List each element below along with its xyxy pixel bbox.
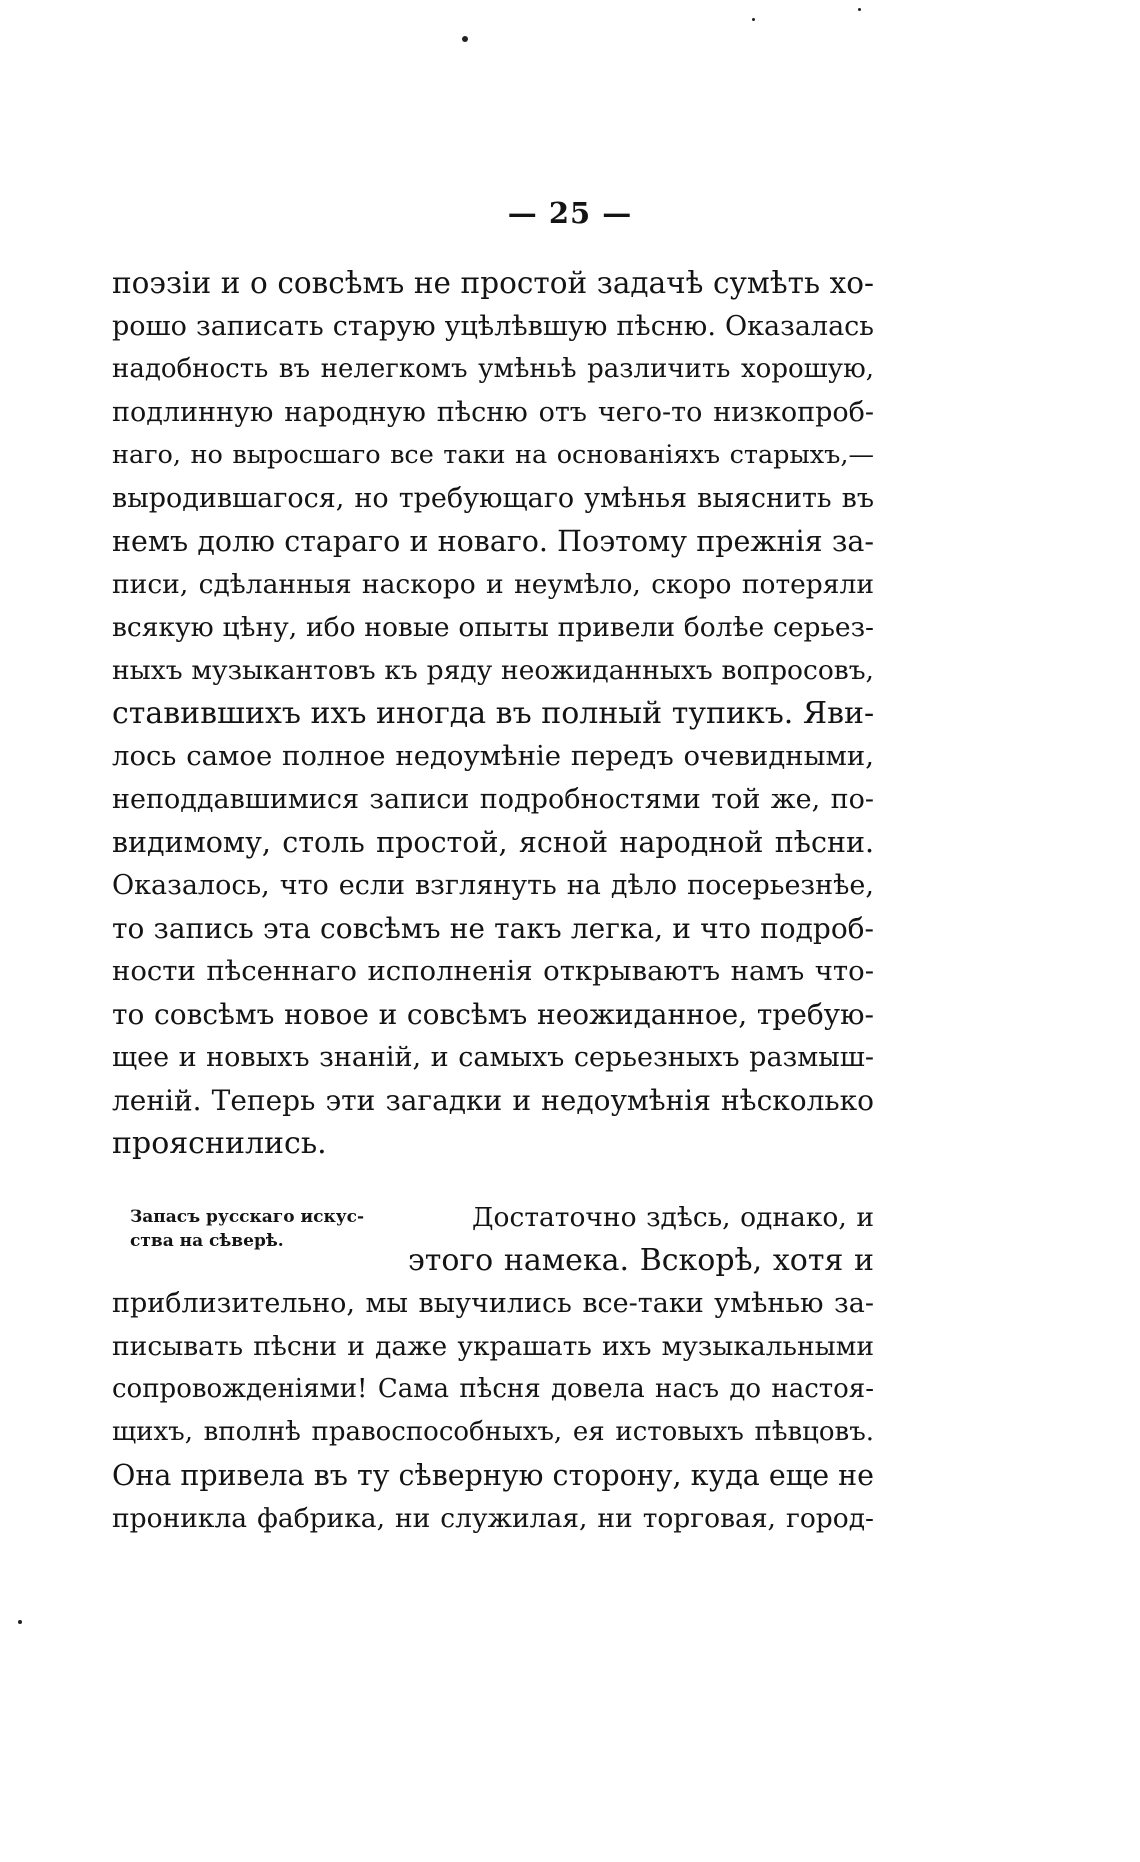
paragraph-2 — [112, 1196, 874, 1540]
text-line: всякую цѣну, ибо новые опыты привели болѣе серьез- — [112, 612, 874, 643]
text-line: проникла фабрика, ни служилая, ни торговая, город- — [112, 1503, 874, 1534]
text-line: то запись эта совсѣмъ не такъ легка, и что подроб- — [112, 912, 874, 945]
text-line: щее и новыхъ знаній, и самыхъ серьезныхъ размыш- — [112, 1042, 874, 1073]
text-line: поэзіи и о совсѣмъ не простой задачѣ сумѣть хо- — [112, 266, 874, 300]
text-line: приблизительно, мы выучились все-таки умѣнью за- — [112, 1288, 874, 1319]
text-line: выродившагося, но требующаго умѣнья выяснить въ — [112, 483, 874, 514]
text-line: Оказалось, что если взглянуть на дѣло посерьезнѣе, — [112, 870, 874, 901]
text-line: подлинную народную пѣсню отъ чего-то низкопроб- — [112, 397, 874, 428]
text-line: писывать пѣсни и даже украшать ихъ музыкальными — [112, 1331, 874, 1362]
text-line: ности пѣсеннаго исполненія открываютъ намъ что- — [112, 955, 874, 987]
text-line: рошо записать старую уцѣлѣвшую пѣсню. Оказалась — [112, 311, 874, 342]
text-line: щихъ, вполнѣ правоспособныхъ, ея истовыхъ пѣвцовъ. — [112, 1417, 874, 1447]
scan-speck — [18, 1620, 22, 1624]
text-line: неподдавшимися записи подробностями той же, по- — [112, 784, 874, 815]
text-line: наго, но выросшаго все таки на основаніяхъ старыхъ,— — [112, 440, 874, 470]
text-line: Достаточно здѣсь, однако, и — [472, 1202, 874, 1233]
text-line: сопровожденіями! Сама пѣсня довела насъ до настоя- — [112, 1374, 874, 1404]
paragraph-1 — [112, 262, 874, 1165]
text-line: видимому, столь простой, ясной народной пѣсни. — [112, 826, 874, 859]
scan-speck — [858, 8, 861, 11]
text-line: писи, сдѣланныя наскоро и неумѣло, скоро потеряли — [112, 569, 874, 600]
text-line: немъ долю стараго и новаго. Поэтому прежнія за- — [112, 525, 874, 558]
margin-note-line: ства на сѣверѣ. — [130, 1231, 284, 1251]
scan-speck — [752, 18, 755, 21]
margin-note-line: Запасъ русскаго искус- — [130, 1207, 365, 1227]
text-line: ныхъ музыкантовъ къ ряду неожиданныхъ вопросовъ, — [112, 655, 874, 686]
text-line: Она привела въ ту сѣверную сторону, куда еще не — [112, 1459, 874, 1492]
scan-speck — [462, 36, 468, 42]
text-line: лось самое полное недоумѣніе передъ очевидными, — [112, 740, 874, 772]
text-line: прояснились. — [112, 1126, 327, 1161]
text-line: то совсѣмъ новое и совсѣмъ неожиданное, требую- — [112, 998, 874, 1031]
text-line: ставившихъ ихъ иногда въ полный тупикъ. Яви- — [112, 696, 875, 731]
text-line: надобность въ нелегкомъ умѣньѣ различить хорошую, — [112, 354, 874, 384]
text-line: леній. Теперь эти загадки и недоумѣнія нѣсколько — [112, 1084, 874, 1117]
page-number: — 25 — — [507, 196, 633, 230]
text-line: этого намека. Вскорѣ, хотя и — [408, 1243, 874, 1278]
